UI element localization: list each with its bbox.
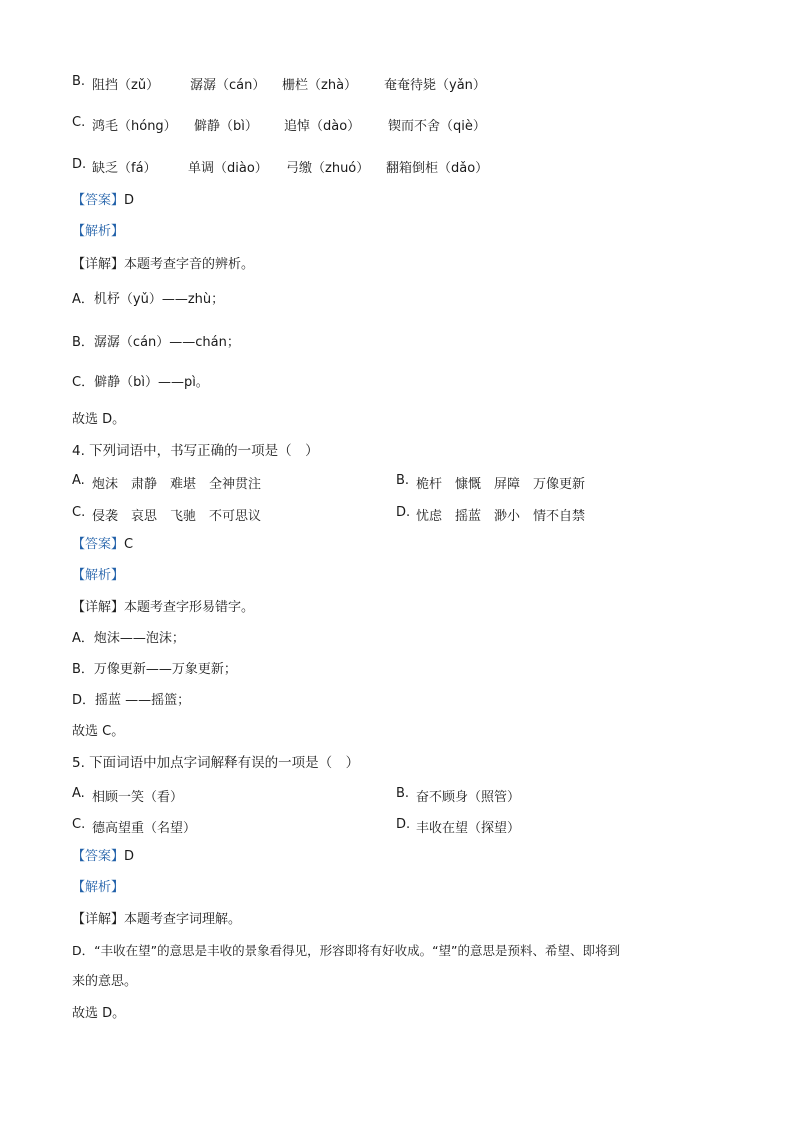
- detail-line: [72, 256, 254, 274]
- option-letter: D.: [396, 817, 411, 832]
- option-text: 忧虑 摇蓝 渺小 情不自禁: [416, 509, 586, 524]
- option-letter: D.: [72, 157, 87, 172]
- analysis-tag: 【解析】: [72, 568, 125, 583]
- option-text: 相顾一笑（看）: [92, 790, 184, 805]
- explanation-line: A．炮沫——泡沫；: [72, 631, 185, 646]
- detail-line: [72, 911, 241, 929]
- option-letter: C.: [72, 505, 86, 520]
- answer-value: D: [124, 193, 135, 208]
- analysis-tag: 【解析】: [72, 880, 125, 895]
- option-item: 弓缴（zhuó）: [286, 161, 370, 176]
- answer-tag: 【答案】: [72, 849, 125, 864]
- explanation-line: D．摇蓝 ——摇篮；: [72, 693, 191, 708]
- explanation-line: B．潺潺（cán）——chán；: [72, 335, 240, 350]
- option-item: 追悼（dào）: [284, 119, 361, 134]
- detail-line: [72, 599, 254, 617]
- option-text: 德高望重（名望）: [92, 821, 197, 836]
- option-text: 桅杆 慷慨 屏障 万像更新: [416, 477, 586, 492]
- answer-tag: 【答案】: [72, 193, 125, 208]
- option-text: 丰收在望（探望）: [416, 821, 521, 836]
- answer-value: C: [124, 537, 134, 552]
- detail-tag: 【详解】: [72, 600, 125, 615]
- option-item: 翻箱倒柜（dǎo）: [386, 161, 489, 176]
- question-stem: 4. 下列词语中，书写正确的一项是（ ）: [72, 443, 319, 459]
- option-letter: B.: [72, 74, 86, 89]
- option-item: 僻静（bì）: [194, 119, 258, 134]
- detail-text: 本题考查字形易错字。: [124, 600, 255, 615]
- option-letter: B.: [396, 473, 410, 488]
- option-item: 栅栏（zhà）: [282, 78, 358, 93]
- option-text: 炮沫 肃静 难堪 全神贯注: [92, 477, 262, 492]
- option-item: 缺乏（fá）: [92, 161, 157, 176]
- detail-tag: 【详解】: [72, 257, 125, 272]
- option-letter: B.: [396, 786, 410, 801]
- option-item: 鸿毛（hóng）: [92, 119, 177, 134]
- option-letter: C.: [72, 817, 86, 832]
- conclusion: 故选 D。: [72, 412, 126, 427]
- conclusion: 故选 D。: [72, 1006, 126, 1021]
- option-letter: A.: [72, 786, 85, 801]
- answer-line: [72, 192, 134, 210]
- option-item: 奄奄待毙（yǎn）: [384, 78, 486, 93]
- analysis-tag: 【解析】: [72, 224, 125, 239]
- option-letter: D.: [396, 505, 411, 520]
- option-item: 单调（diào）: [188, 161, 268, 176]
- option-item: 阻挡（zǔ）: [92, 78, 160, 93]
- answer-line: [72, 536, 133, 554]
- conclusion: 故选 C。: [72, 724, 125, 739]
- explanation-line: C．僻静（bì）——pì。: [72, 375, 209, 390]
- explanation-line: 来的意思。: [72, 974, 138, 989]
- option-text: 侵袭 哀思 飞驰 不可思议: [92, 509, 262, 524]
- detail-tag: 【详解】: [72, 912, 125, 927]
- question-stem: 5. 下面词语中加点字词解释有误的一项是（ ）: [72, 755, 360, 771]
- answer-tag: 【答案】: [72, 537, 125, 552]
- detail-text: 本题考查字音的辨析。: [124, 257, 255, 272]
- option-item: 锲而不舍（qiè）: [388, 119, 486, 134]
- detail-text: 本题考查字词理解。: [124, 912, 242, 927]
- answer-line: [72, 848, 134, 866]
- option-text: 奋不顾身（照管）: [416, 790, 521, 805]
- option-item: 潺潺（cán）: [190, 78, 266, 93]
- option-letter: A.: [72, 473, 85, 488]
- option-letter: C.: [72, 115, 86, 130]
- answer-value: D: [124, 849, 135, 864]
- explanation-line: B．万像更新——万象更新；: [72, 662, 237, 677]
- explanation-line: D．“丰收在望”的意思是丰收的景象看得见，形容即将有好收成。“望”的意思是预料、希望、即将到: [72, 943, 621, 958]
- explanation-line: A．机杼（yǔ）——zhù；: [72, 292, 225, 307]
